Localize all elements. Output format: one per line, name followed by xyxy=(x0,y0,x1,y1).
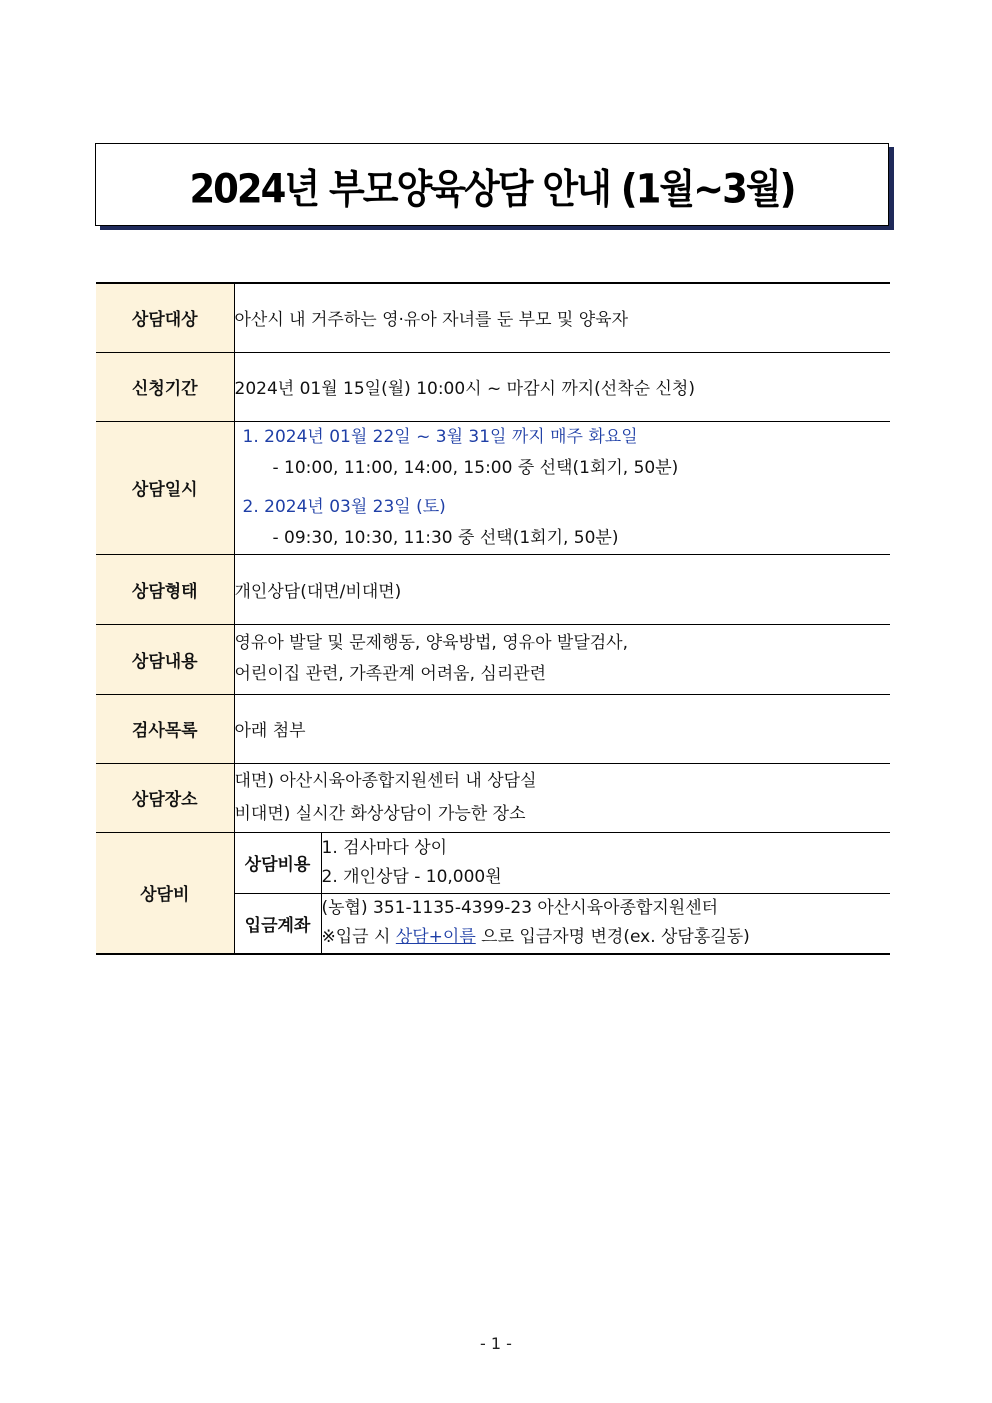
label-fee-account: 입금계좌 xyxy=(234,893,321,954)
title-box xyxy=(95,143,889,226)
value-fee-cost xyxy=(321,832,890,893)
content-line-1: 영유아 발달 및 문제행동, 양육방법, 영유아 발달검사, xyxy=(234,633,628,653)
account-name-rule: 상담+이름 xyxy=(395,927,476,948)
value-fee-account xyxy=(321,893,890,954)
label-schedule: 상담일시 xyxy=(96,421,234,554)
label-period: 신청기간 xyxy=(96,352,234,421)
label-place: 상담장소 xyxy=(96,763,234,832)
account-line-1: (농협) 351-1135-4399-23 아산시육아종합지원센터 xyxy=(321,898,719,919)
row-content xyxy=(96,624,890,694)
value-schedule xyxy=(234,421,890,554)
value-target: 아산시 내 거주하는 영·유아 자녀를 둔 부모 및 양육자 xyxy=(234,283,890,352)
account-suffix: 으로 입금자명 변경(ex. 상담홍길동) xyxy=(475,927,750,948)
row-period xyxy=(96,352,890,421)
row-target xyxy=(96,283,890,352)
value-tests: 아래 첨부 xyxy=(234,694,890,763)
label-tests: 검사목록 xyxy=(96,694,234,763)
page-number: - 1 - xyxy=(480,1334,512,1353)
schedule-item-2-detail: - 09:30, 10:30, 11:30 중 선택(1회기, 50분) xyxy=(272,527,619,548)
row-fee-cost xyxy=(96,832,890,893)
value-type: 개인상담(대면/비대면) xyxy=(234,554,890,624)
label-target: 상담대상 xyxy=(96,283,234,352)
account-prefix: ※입금 시 xyxy=(321,927,396,948)
value-period: 2024년 01월 15일(월) 10:00시 ~ 마감시 까지(선착순 신청) xyxy=(234,352,890,421)
place-line-1: 대면) 아산시육아종합지원센터 내 상담실 xyxy=(234,770,537,791)
account-line-2 xyxy=(322,923,891,952)
schedule-item-2: 2. 2024년 03월 23일 (토) xyxy=(242,496,446,517)
row-type xyxy=(96,554,890,624)
value-place xyxy=(234,763,890,832)
label-type: 상담형태 xyxy=(96,554,234,624)
row-tests xyxy=(96,694,890,763)
fee-cost-line-1: 1. 검사마다 상이 xyxy=(321,837,448,858)
row-schedule xyxy=(96,421,890,554)
place-line-2: 비대면) 실시간 화상상담이 가능한 장소 xyxy=(234,803,526,824)
page-title: 2024년 부모양육상담 안내 (1월~3월) xyxy=(189,165,795,212)
value-content xyxy=(234,624,890,694)
fee-cost-line-2: 2. 개인상담 - 10,000원 xyxy=(321,866,502,887)
label-content: 상담내용 xyxy=(96,624,234,694)
row-place xyxy=(96,763,890,832)
schedule-item-1: 1. 2024년 01월 22일 ~ 3월 31일 까지 매주 화요일 xyxy=(242,426,638,447)
content-line-2: 어린이집 관련, 가족관계 어려움, 심리관련 xyxy=(234,664,547,684)
schedule-item-1-detail: - 10:00, 11:00, 14:00, 15:00 중 선택(1회기, 50분) xyxy=(272,457,679,478)
label-fee-cost: 상담비용 xyxy=(234,832,321,893)
info-table xyxy=(96,282,890,955)
label-fee: 상담비 xyxy=(96,832,234,954)
